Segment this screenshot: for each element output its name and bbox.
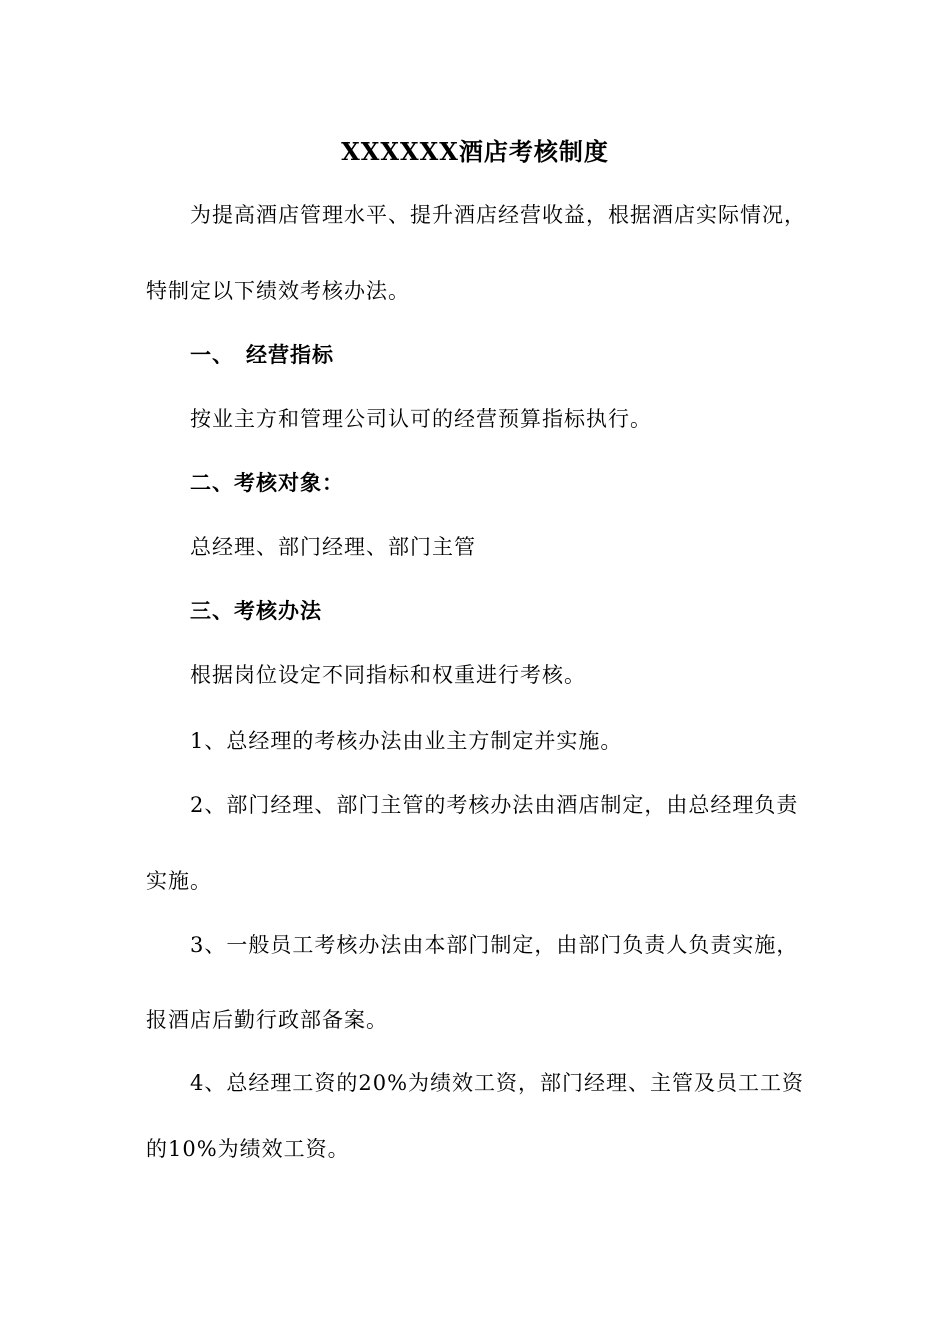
section1-title: 经营指标 bbox=[246, 342, 334, 367]
section2-body: 总经理、部门经理、部门主管 bbox=[190, 535, 476, 559]
section3-item1: 1、总经理的考核办法由业主方制定并实施。 bbox=[190, 729, 623, 753]
section1-heading bbox=[190, 340, 830, 370]
document-title: XXXXXX酒店考核制度 bbox=[341, 137, 609, 166]
section3-body: 根据岗位设定不同指标和权重进行考核。 bbox=[190, 663, 586, 687]
section1-body: 按业主方和管理公司认可的经营预算指标执行。 bbox=[190, 407, 652, 431]
section3-item3-line2: 报酒店后勤行政部备案。 bbox=[146, 1008, 388, 1032]
section3-item3-line1: 3、一般员工考核办法由本部门制定，由部门负责人负责实施， bbox=[190, 933, 799, 957]
section3-item4-line2: 的10%为绩效工资。 bbox=[146, 1137, 350, 1161]
section1-number: 一、 bbox=[190, 342, 234, 367]
intro-paragraph-line2: 特制定以下绩效考核办法。 bbox=[146, 279, 410, 303]
section3-item2-line1: 2、部门经理、部门主管的考核办法由酒店制定，由总经理负责 bbox=[190, 793, 799, 817]
section3-item4-line1: 4、总经理工资的20%为绩效工资，部门经理、主管及员工工资 bbox=[190, 1071, 805, 1095]
section3-item2-line2: 实施。 bbox=[146, 869, 212, 893]
section2-heading: 二、考核对象： bbox=[190, 470, 344, 495]
section3-heading: 三、考核办法 bbox=[190, 598, 322, 623]
intro-paragraph-line1: 为提高酒店管理水平、提升酒店经营收益，根据酒店实际情况， bbox=[190, 203, 806, 227]
